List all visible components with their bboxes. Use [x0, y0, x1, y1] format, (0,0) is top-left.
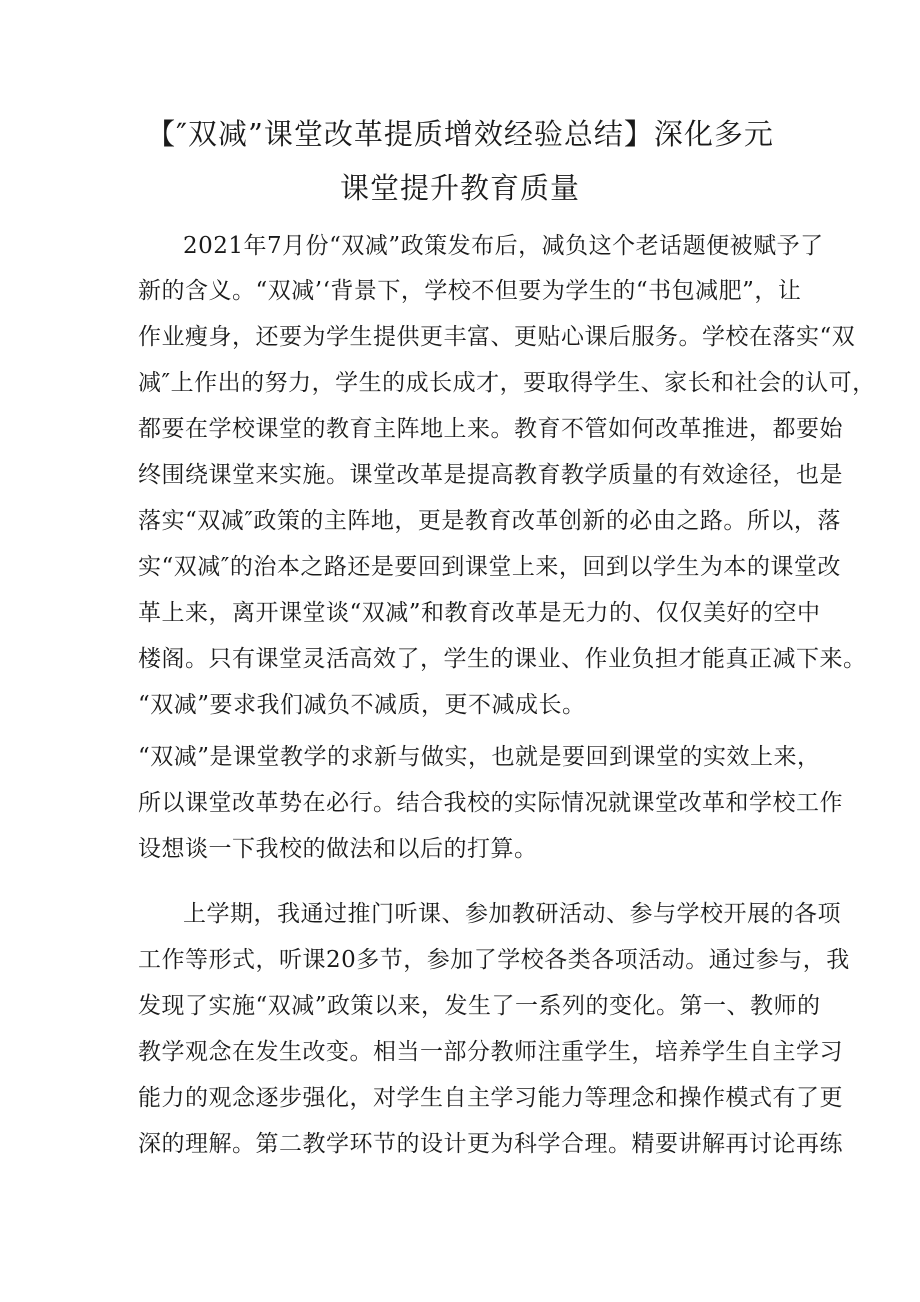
paragraph-line: 所以课堂改革势在必行。结合我校的实际情况就课堂改革和学校工作	[138, 790, 843, 816]
paragraph-line: 2021年7月份“双减”政策发布后，减负这个老话题便被赋予了	[183, 233, 824, 259]
paragraph-line: “双减”要求我们减负不减质，更不减成长。	[138, 692, 586, 718]
paragraph-line: 作业瘦身，还要为学生提供更丰富、更贴心课后服务。学校在落实“双	[138, 324, 856, 350]
document-title-line-1: 【″双减”课堂改革提质增效经验总结】深化多元	[146, 117, 774, 151]
paragraph-line: 革上来，离开课堂谈“双减”和教育改革是无力的、仅仅美好的空中	[138, 600, 821, 626]
paragraph-line: 深的理解。第二教学环节的设计更为科学合理。精要讲解再讨论再练	[138, 1131, 843, 1157]
paragraph-line: 上学期，我通过推门听课、参加教研活动、参与学校开展的各项	[183, 901, 841, 927]
paragraph-line: 落实“双减″政策的主阵地，更是教育改革创新的必由之路。所以，落	[138, 508, 841, 534]
paragraph-line: 发现了实施“双减”政策以来，发生了一系列的变化。第一、教师的	[138, 993, 821, 1019]
paragraph-line: 教学观念在发生改变。相当一部分教师注重学生，培养学生自主学习	[138, 1039, 843, 1065]
paragraph-line: “双减”是课堂教学的求新与做实，也就是要回到课堂的实效上来，	[138, 744, 821, 770]
paragraph-line: 实“双减″的治本之路还是要回到课堂上来，回到以学生为本的课堂改	[138, 554, 841, 580]
paragraph-line: 能力的观念逐步强化，对学生自主学习能力等理念和操作模式有了更	[138, 1085, 843, 1111]
paragraph-line: 新的含义。“双减’‘背景下，学校不但要为学生的“书包减肥”，让	[138, 278, 802, 304]
document-title-line-2: 课堂提升教育质量	[339, 171, 580, 205]
paragraph-line: 终围绕课堂来实施。课堂改革是提高教育教学质量的有效途径，也是	[138, 462, 843, 488]
paragraph-line: 都要在学校课堂的教育主阵地上来。教育不管如何改革推进，都要始	[138, 416, 843, 442]
paragraph-line: 设想谈一下我校的做法和以后的打算。	[138, 836, 538, 862]
paragraph-line: 减″上作出的努力，学生的成长成才，要取得学生、家长和社会的认可，	[138, 370, 876, 396]
paragraph-line: 工作等形式，听课20多节，参加了学校各类各项活动。通过参与，我	[138, 947, 850, 973]
paragraph-line: 楼阁。只有课堂灵活高效了，学生的课业、作业负担才能真正减下来。	[138, 646, 867, 672]
